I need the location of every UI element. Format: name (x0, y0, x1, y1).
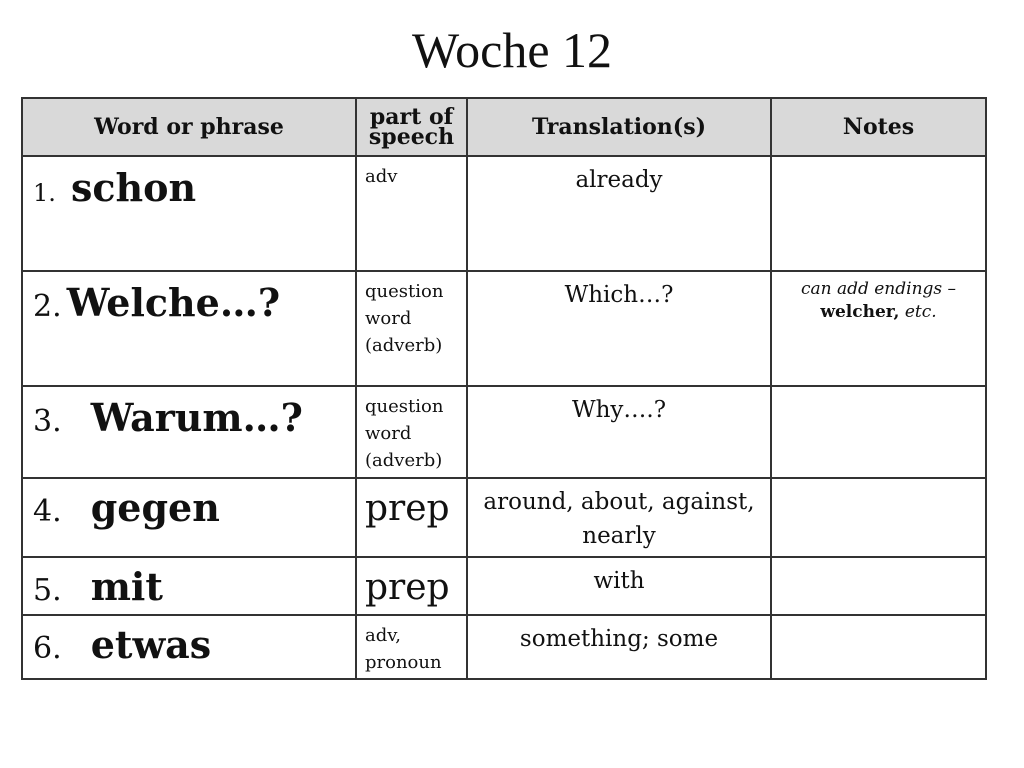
part-of-speech-cell: prep (356, 478, 467, 557)
table-row (22, 386, 986, 478)
notes-example: welcher, (820, 302, 900, 322)
translation-cell: Why….? (467, 386, 771, 478)
table-row (22, 557, 986, 615)
word-cell (22, 615, 356, 679)
word-cell (22, 156, 356, 271)
part-of-speech-cell: prep (356, 557, 467, 615)
notes-cell (771, 557, 986, 615)
row-number: 4. (33, 494, 62, 529)
word-cell (22, 557, 356, 615)
word-cell (22, 478, 356, 557)
notes-cell (771, 478, 986, 557)
translation-cell: something; some (467, 615, 771, 679)
table-row (22, 615, 986, 679)
row-number: 5. (33, 573, 62, 608)
table-row (22, 156, 986, 271)
translation-cell: with (467, 557, 771, 615)
row-number: 6. (33, 631, 62, 666)
word: schon (71, 165, 197, 210)
part-of-speech-cell: adv, pronoun (356, 615, 467, 679)
row-number: 1. (33, 179, 56, 207)
table-row (22, 271, 986, 386)
table-row (22, 478, 986, 557)
notes-suffix: etc. (904, 302, 937, 322)
header-translation: Translation(s) (467, 98, 771, 156)
word: etwas (90, 622, 212, 667)
notes-cell (771, 615, 986, 679)
word: Warum…? (90, 395, 303, 440)
table-header-row (22, 98, 986, 156)
page-title: Woche 12 (411, 22, 613, 78)
row-number: 3. (33, 404, 62, 439)
translation-cell: around, about, against, nearly (467, 478, 771, 557)
header-word: Word or phrase (22, 98, 356, 156)
word-cell (22, 271, 356, 386)
word: mit (90, 564, 163, 609)
row-number: 2. (33, 289, 62, 324)
word: Welche…? (66, 280, 281, 325)
translation-cell: already (467, 156, 771, 271)
part-of-speech-cell: adv (356, 156, 467, 271)
header-notes: Notes (771, 98, 986, 156)
part-of-speech-cell: question word (adverb) (356, 271, 467, 386)
header-part-of-speech: part of speech (356, 98, 467, 156)
notes-cell (771, 271, 986, 386)
notes-cell (771, 156, 986, 271)
vocabulary-table (21, 97, 987, 680)
word-cell (22, 386, 356, 478)
word: gegen (90, 485, 220, 530)
notes-intro: can add endings – (800, 279, 957, 299)
translation-cell: Which…? (467, 271, 771, 386)
part-of-speech-cell: question word (adverb) (356, 386, 467, 478)
notes-cell (771, 386, 986, 478)
